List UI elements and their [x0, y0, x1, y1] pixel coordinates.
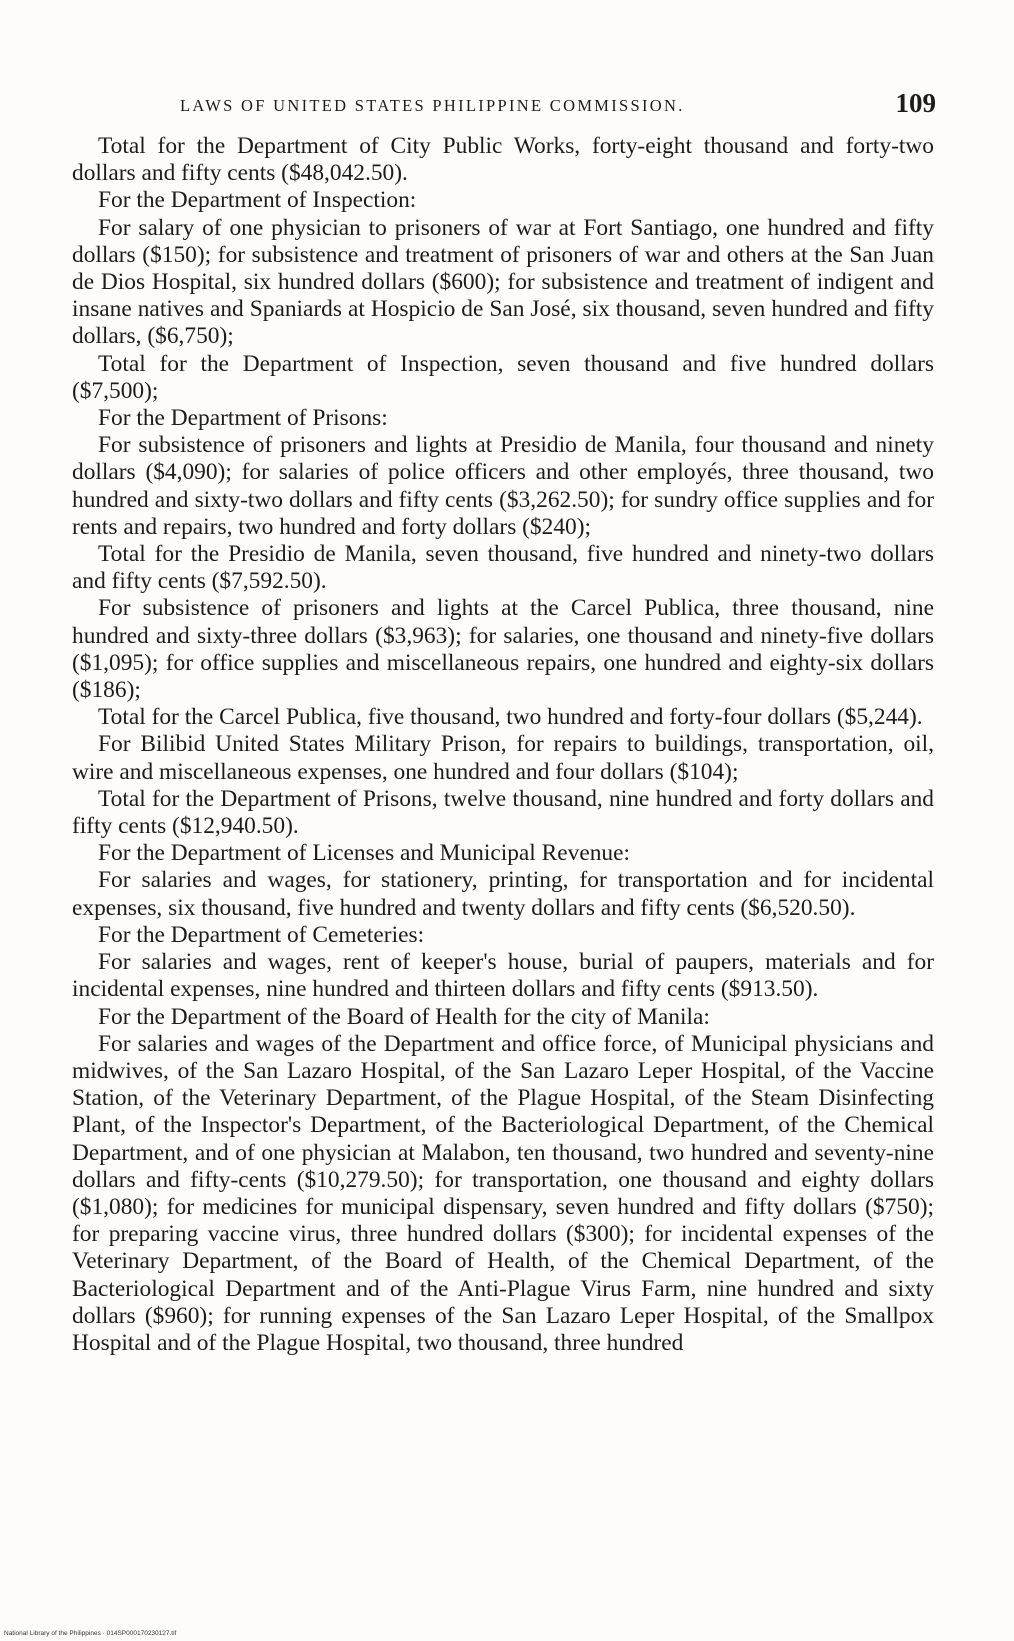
paragraph: Total for the Presidio de Manila, seven thousand, five hundred and ninety-two dollars and fifty cents ($7,592.50). — [72, 541, 934, 595]
section-heading: For the Department of Licenses and Municipal Revenue: — [98, 840, 630, 867]
paragraph: For salaries and wages, for stationery, printing, for transportation and for incidental expenses, six thousand, five hundred and twenty dollars and fifty cents ($6,520.50). — [72, 867, 934, 921]
section-heading: For the Department of Cemeteries: — [98, 921, 425, 948]
section-heading: For the Department of Prisons: — [98, 405, 388, 432]
paragraph: Total for the Department of Inspection, seven thousand and five hundred dollars ($7,500); — [72, 350, 934, 404]
running-head: LAWS OF UNITED STATES PHILIPPINE COMMISSION. — [180, 96, 685, 115]
scan-source-line: National Library of the Philippines · 014SP000170230127.tif — [4, 1630, 177, 1637]
body-text — [72, 133, 934, 1357]
paragraph: Total for the Department of City Public Works, forty-eight thousand and forty-two dollars and fifty cents ($48,042.50). — [72, 133, 934, 187]
paragraph: Total for the Carcel Publica, five thousand, two hundred and forty-four dollars ($5,244). — [98, 704, 923, 731]
page-header — [78, 88, 936, 124]
paragraph: For Bilibid United States Military Prison, for repairs to buildings, transportation, oil, wire and miscellaneous expenses, one hundred and four dollars ($104); — [72, 731, 934, 785]
paragraph: For subsistence of prisoners and lights at the Carcel Publica, three thousand, nine hundred and sixty-three dollars ($3,963); for salaries, one thousand and ninety-five dollars ($1,095); for office supplies and miscellaneous repairs, one hundred and eighty-six dollars ($186); — [72, 595, 934, 704]
page-number: 109 — [895, 88, 936, 118]
paragraph: For subsistence of prisoners and lights at Presidio de Manila, four thousand and ninety dollars ($4,090); for salaries of police officers and other employés, three thousand, two hundred and sixty-two dollars and fifty cents ($3,262.50); for sundry office supplies and for rents and repairs, two hundred and forty dollars ($240); — [72, 432, 934, 540]
section-heading: For the Department of Inspection: — [98, 187, 417, 214]
section-heading: For the Department of the Board of Health for the city of Manila: — [98, 1003, 710, 1030]
paragraph: For salary of one physician to prisoners of war at Fort Santiago, one hundred and fifty dollars ($150); for subsistence and treatment of prisoners of war and others at the San Juan de Dios Hospital, six hundred dollars ($600); for subsistence and treatment of indigent and insane natives and Spaniards at Hospicio de San José, six thousand, seven hundred and fifty dollars, ($6,750); — [72, 214, 934, 350]
paragraph: For salaries and wages of the Department and office force, of Municipal physicians and midwives, of the San Lazaro Hospital, of the San Lazaro Leper Hospital, of the Vaccine Station, of the Veterinary Department, of the Plague Hospital, of the Steam Disinfecting Plant, of the Inspector's Department, of the Bacteriological Department, of the Chemical Department, and of one physician at Malabon, ten thousand, two hundred and seventy-nine dollars and fifty-cents ($10,279.50); for transportation, one thousand and eighty dollars ($1,080); for medicines for municipal dispensary, seven hundred and fifty dollars ($750); for preparing vaccine virus, three hundred dollars ($300); for incidental expenses of the Veterinary Department, of the Board of Health, of the Chemical Department, of the Bacteriological Department and of the Anti-Plague Virus Farm, nine hundred and sixty dollars ($960); for running expenses of the San Lazaro Leper Hospital, of the Smallpox Hospital and of the Plague Hospital, two thousand, three hundred — [72, 1030, 934, 1356]
paragraph: For salaries and wages, rent of keeper's house, burial of paupers, materials and for incidental expenses, nine hundred and thirteen dollars and fifty cents ($913.50). — [72, 949, 934, 1003]
paragraph: Total for the Department of Prisons, twelve thousand, nine hundred and forty dollars and fifty cents ($12,940.50). — [72, 785, 934, 840]
